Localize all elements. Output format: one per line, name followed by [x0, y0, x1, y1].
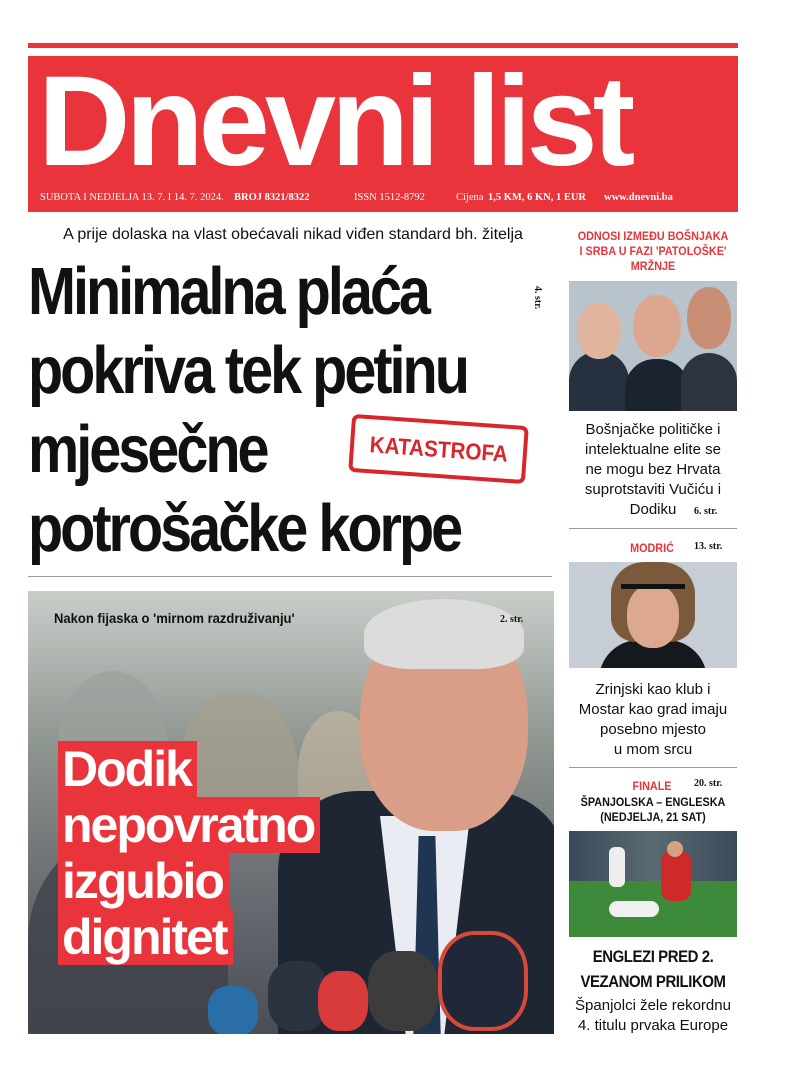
portrait-hair	[364, 599, 524, 669]
figure-suit	[625, 359, 689, 411]
photo-story-kicker: Nakon fijaska o 'mirnom razdruživanju'	[54, 610, 295, 626]
text-line: Dodiku	[629, 501, 677, 518]
website: www.dnevni.ba	[604, 192, 673, 203]
stadium-crowd	[569, 831, 737, 881]
newspaper-title: Dnevni list	[38, 50, 631, 193]
headline-line: ENGLEZI PRED 2.	[592, 947, 714, 966]
headline-line: Dodik	[58, 741, 197, 797]
price-value: 1,5 KM, 6 KN, 1 EUR	[488, 192, 586, 203]
dodik-photo-story	[28, 591, 554, 1034]
main-story-headline	[28, 252, 486, 568]
player-white	[609, 847, 625, 887]
sidebar-divider	[569, 767, 737, 768]
masthead	[28, 50, 738, 212]
masthead-meta	[28, 192, 738, 210]
final-page-ref: 20. str.	[694, 778, 723, 789]
main-story-page-ref: 4. str.	[532, 286, 543, 310]
issue-number: BROJ 8321/8322	[234, 192, 310, 203]
player-red-head	[667, 841, 683, 857]
headline-line: Minimalna plaća	[28, 254, 428, 329]
politics-kicker	[571, 229, 735, 274]
text-line: 4. titulu prvaka Europe	[577, 1017, 729, 1034]
player-red	[661, 851, 691, 901]
price-label: Cijena	[456, 192, 484, 203]
headline-line: nepovratno	[58, 797, 320, 853]
headline-line: mjesečne	[28, 412, 267, 487]
modric-text	[566, 680, 740, 760]
photo-story-headline	[58, 741, 320, 965]
microphone	[368, 951, 438, 1031]
microphone	[438, 931, 528, 1031]
final-headline	[576, 944, 729, 994]
kicker-line: I SRBA U FAZI 'PATOLOŠKE'	[579, 244, 727, 258]
text-line: Mostar kao grad imaju	[578, 701, 728, 718]
text-line: Španjolci žele rekordnu	[575, 997, 731, 1014]
headline-line: dignitet	[58, 909, 233, 965]
politics-text	[566, 420, 740, 520]
final-match	[571, 795, 735, 825]
microphone	[318, 971, 368, 1031]
final-kicker: FINALE	[632, 779, 672, 793]
modric-photo	[569, 562, 737, 668]
politics-page-ref: 6. str.	[694, 506, 718, 517]
main-story-kicker: A prije dolaska na vlast obećavali nikad viđen standard bh. žitelja	[63, 226, 523, 243]
text-line: posebno mjesto	[600, 721, 706, 738]
figure-suit	[681, 353, 737, 411]
microphone	[208, 986, 258, 1034]
headline-line: pokriva tek petinu	[28, 333, 467, 408]
text-line: Zrinjski kao klub i	[595, 681, 711, 698]
headline-line: izgubio	[58, 853, 229, 909]
stamp-text: KATASTROFA	[368, 430, 509, 467]
figure-face	[687, 287, 731, 349]
headline-line: potrošačke korpe	[28, 491, 461, 566]
issn: ISSN 1512-8792	[354, 192, 425, 203]
figure-suit	[569, 351, 629, 411]
final-text	[566, 996, 740, 1036]
face-shape	[627, 584, 679, 648]
text-line: Bošnjačke političke i	[585, 421, 721, 438]
match-line: (NEDJELJA, 21 SAT)	[600, 810, 706, 824]
text-line: u mom srcu	[613, 741, 693, 758]
modric-page-ref: 13. str.	[694, 541, 723, 552]
euro-final-photo	[569, 831, 737, 937]
headband-shape	[621, 584, 685, 589]
modric-kicker: MODRIĆ	[630, 541, 674, 555]
text-line: intelektualne elite se	[585, 441, 721, 458]
sidebar-divider	[569, 528, 737, 529]
figure-face	[577, 303, 621, 359]
text-line: suprotstaviti Vučiću i	[584, 481, 722, 498]
issue-date: SUBOTA I NEDJELJA 13. 7. I 14. 7. 2024.	[40, 192, 224, 203]
section-divider	[28, 576, 552, 577]
katastrofa-stamp	[348, 414, 529, 484]
match-line: ŠPANJOLSKA – ENGLESKA	[580, 795, 726, 809]
text-line: ne mogu bez Hrvata	[585, 461, 721, 478]
figure-face	[633, 295, 681, 357]
player-white	[609, 901, 659, 917]
kicker-line: MRŽNJE	[630, 259, 676, 273]
headline-line: VEZANOM PRILIKOM	[580, 972, 726, 991]
photo-story-page-ref: 2. str.	[500, 614, 524, 625]
kicker-line: ODNOSI IZMEĐU BOŠNJAKA	[577, 229, 729, 243]
politicians-photo	[569, 281, 737, 411]
